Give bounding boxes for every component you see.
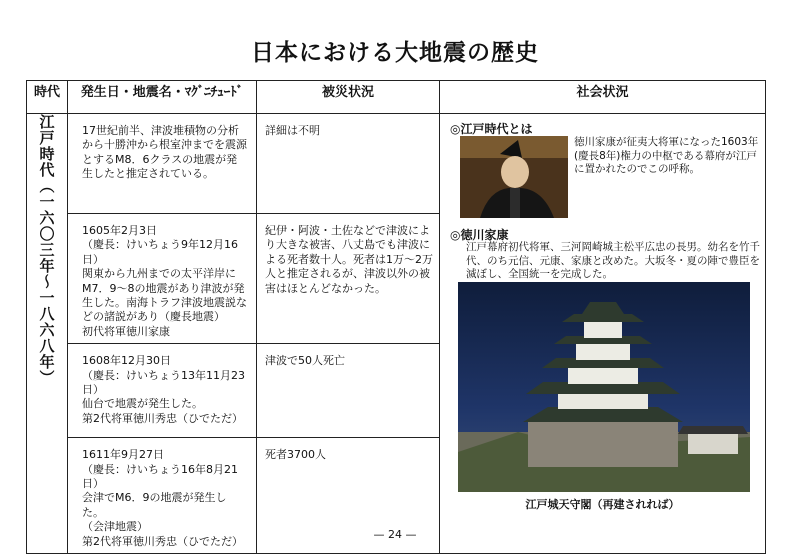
ieyasu-portrait: [460, 136, 568, 218]
castle-illustration: [458, 282, 750, 492]
date-cell: 1608年12月30日 （慶長：けいちょう13年11月23日） 仙台で地震が発生した。 第2代将軍徳川秀忠（ひでただ）: [82, 354, 245, 425]
page-title: 日本における大地震の歴史: [251, 40, 539, 66]
earthquake-history-table: [26, 80, 766, 554]
page-number: — 24 —: [373, 528, 417, 541]
edo-castle-image: [458, 282, 750, 492]
damage-cell: 死者3700人: [265, 448, 326, 462]
header-era: 時代: [27, 81, 68, 114]
ieyasu-text: 江戸幕府初代将軍、三河岡崎城主松平広忠の長男。幼名を竹千代、のち元信、元康、家康と改めた。大坂冬・夏の陣で豊臣を滅ぼし、全国統一を完成した。: [466, 241, 760, 281]
era-label: 江戸時代（一六〇三年〜一八六八年）: [37, 114, 56, 386]
date-cell: 1605年2月3日 （慶長：けいちょう9年12月16日） 関東から九州までの太平洋岸にM7．9〜8の地震があり津波が発生した。南海トラフ津波地震説などの諸説があり（慶長地震） 初代将軍徳川家康: [82, 224, 247, 338]
damage-cell: 紀伊・阿波・土佐などで津波により大きな被害、八丈島でも津波による死者数十人。死者は1万〜2万人と推定されるが、津波以外の被害はほとんどなかった。: [265, 224, 433, 295]
ieyasu-heading: ◎徳川家康: [450, 228, 509, 242]
damage-cell: 詳細は不明: [265, 124, 320, 137]
header-society: 社会状況: [440, 81, 766, 114]
edo-text: 徳川家康が征夷大将軍になった1603年(慶長8年)権力の中枢である幕府が江戸に置かれたのでこの呼称。: [574, 136, 759, 176]
edo-heading: ◎江戸時代とは: [450, 122, 533, 136]
portrait-image: [460, 136, 568, 218]
castle-caption: 江戸城天守閣（再建されれば）: [525, 498, 680, 511]
header-row: [27, 81, 766, 114]
date-cell: 17世紀前半、津波堆積物の分析から十勝沖から根室沖までを震源とするM8．6クラスの地震が発生したと推定されている。: [82, 124, 247, 181]
header-date: 発生日・地震名・ﾏｸﾞﾆﾁｭｰﾄﾞ: [68, 81, 257, 114]
header-damage: 被災状況: [257, 81, 440, 114]
society-cell: [440, 114, 766, 554]
date-cell: 1611年9月27日 （慶長：けいちょう16年8月21日） 会津でM6．9の地震が発生した。 （会津地震） 第2代将軍徳川秀忠（ひでただ）: [82, 448, 243, 548]
table-row: [27, 114, 766, 214]
damage-cell: 津波で50人死亡: [265, 354, 345, 368]
era-cell: [27, 114, 68, 554]
